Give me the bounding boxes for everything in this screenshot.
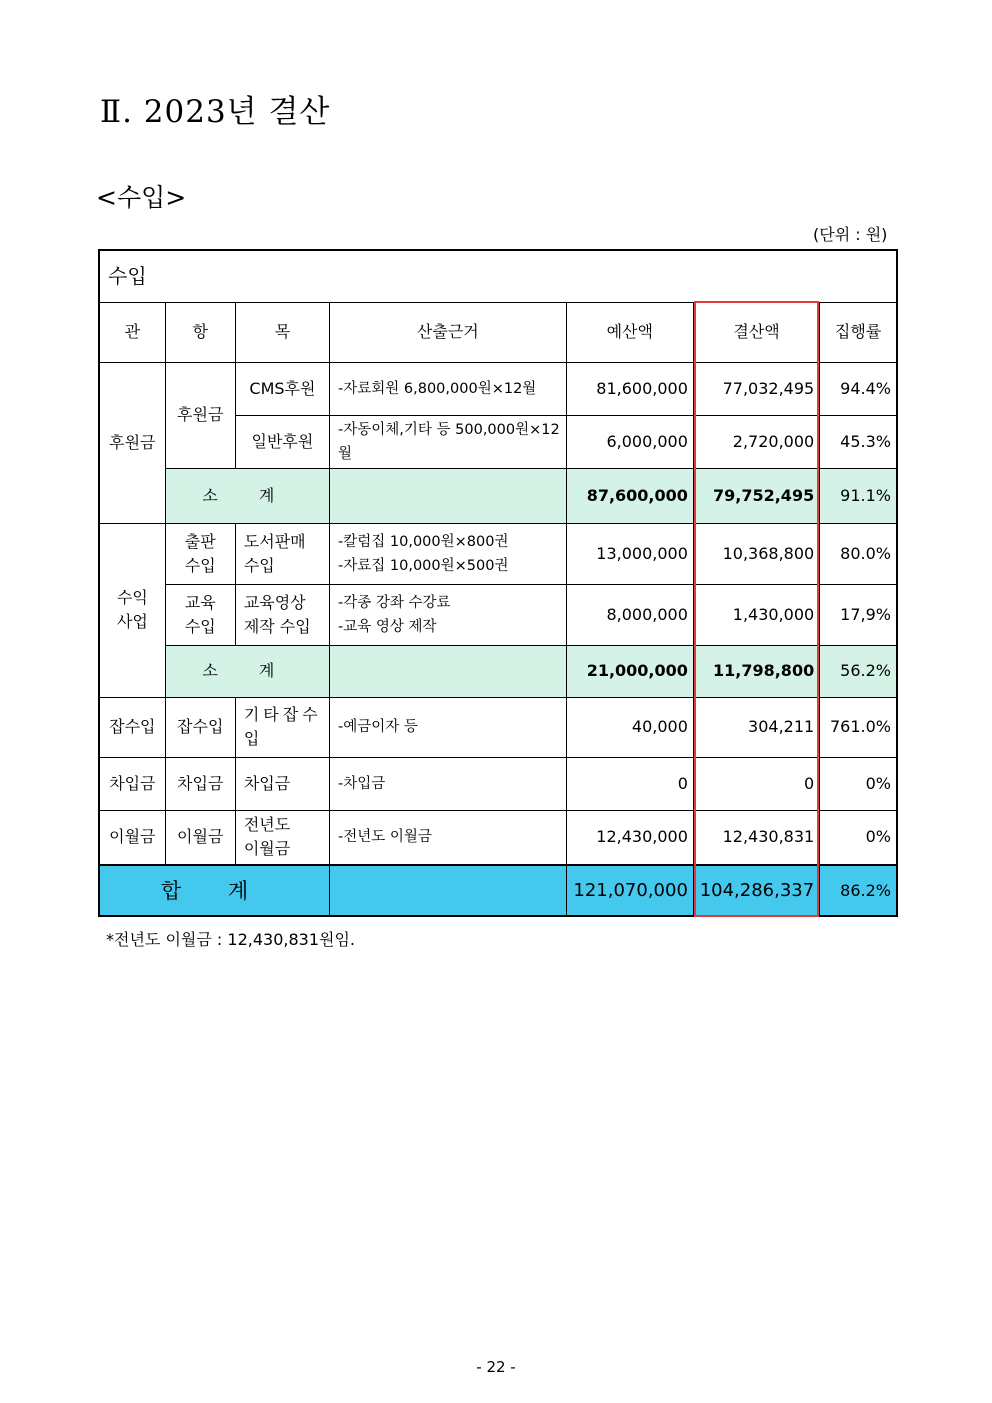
table-row [99, 697, 897, 757]
basis-cell: -전년도 이월금 [330, 810, 567, 865]
table-header-row [99, 302, 897, 362]
subtotal-settlement: 11,798,800 [693, 645, 819, 697]
subtotal-budget: 21,000,000 [566, 645, 693, 697]
settlement-cell: 1,430,000 [693, 584, 819, 645]
hang-cell: 차입금 [165, 757, 235, 810]
table-title-row [99, 250, 897, 302]
rate-cell: 17,9% [820, 584, 897, 645]
subtotal-row [99, 468, 897, 523]
settlement-cell: 0 [693, 757, 819, 810]
basis-cell: -자동이체,기타 등 500,000원×12월 [330, 415, 567, 468]
footnote: *전년도 이월금 : 12,430,831원임. [106, 930, 355, 949]
budget-cell: 40,000 [566, 697, 693, 757]
basis-cell: -자료회원 6,800,000원×12월 [330, 362, 567, 415]
rate-cell: 80.0% [820, 523, 897, 584]
mok-cell: CMS후원 [235, 362, 329, 415]
mok-cell: 도서판매 수입 [235, 523, 329, 584]
basis-cell: -예금이자 등 [330, 697, 567, 757]
hang-cell: 이월금 [165, 810, 235, 865]
basis-cell: -칼럼집 10,000원×800권 -자료집 10,000원×500권 [330, 523, 567, 584]
gwan-cell: 후원금 [99, 362, 165, 523]
gwan-cell: 수익 사업 [99, 523, 165, 697]
mok-cell: 교육영상 제작 수입 [235, 584, 329, 645]
total-row [99, 865, 897, 916]
basis-cell: -각종 강좌 수강료 -교육 영상 제작 [330, 584, 567, 645]
header-hang: 항 [165, 302, 235, 362]
total-rate: 86.2% [820, 865, 897, 916]
hang-cell: 교육 수입 [165, 584, 235, 645]
income-settlement-table [98, 249, 898, 917]
subtotal-rate: 91.1% [820, 468, 897, 523]
page-number: - 22 - [476, 1358, 516, 1376]
hang-cell: 후원금 [165, 362, 235, 468]
rate-cell: 45.3% [820, 415, 897, 468]
header-gwan: 관 [99, 302, 165, 362]
header-rate: 집행률 [820, 302, 897, 362]
budget-cell: 13,000,000 [566, 523, 693, 584]
page-title: Ⅱ. 2023년 결산 [100, 94, 331, 130]
budget-cell: 12,430,000 [566, 810, 693, 865]
gwan-cell: 차입금 [99, 757, 165, 810]
settlement-cell: 10,368,800 [693, 523, 819, 584]
subtotal-rate: 56.2% [820, 645, 897, 697]
subtotal-row [99, 645, 897, 697]
subtotal-basis-empty [330, 645, 567, 697]
subtotal-label: 소 계 [165, 468, 329, 523]
table-row [99, 810, 897, 865]
rate-cell: 0% [820, 757, 897, 810]
table-section-title: 수입 [99, 250, 897, 302]
total-label: 합 계 [99, 865, 330, 916]
table-row [99, 362, 897, 415]
table-row [99, 523, 897, 584]
subtotal-basis-empty [330, 468, 567, 523]
rate-cell: 94.4% [820, 362, 897, 415]
table-row [99, 584, 897, 645]
header-budget: 예산액 [566, 302, 693, 362]
unit-label: (단위 : 원) [813, 225, 888, 244]
header-basis: 산출근거 [330, 302, 567, 362]
budget-cell: 81,600,000 [566, 362, 693, 415]
budget-cell: 8,000,000 [566, 584, 693, 645]
settlement-cell: 304,211 [693, 697, 819, 757]
table-row [99, 757, 897, 810]
total-settlement: 104,286,337 [693, 865, 819, 916]
subtotal-settlement: 79,752,495 [693, 468, 819, 523]
total-basis-empty [330, 865, 567, 916]
header-mok: 목 [235, 302, 329, 362]
subtotal-label: 소 계 [165, 645, 329, 697]
basis-cell: -차입금 [330, 757, 567, 810]
mok-cell: 전년도 이월금 [235, 810, 329, 865]
subtotal-budget: 87,600,000 [566, 468, 693, 523]
gwan-cell: 이월금 [99, 810, 165, 865]
hang-cell: 출판 수입 [165, 523, 235, 584]
header-settlement: 결산액 [693, 302, 819, 362]
budget-cell: 0 [566, 757, 693, 810]
section-subtitle: <수입> [96, 183, 187, 212]
total-budget: 121,070,000 [566, 865, 693, 916]
mok-cell: 일반후원 [235, 415, 329, 468]
settlement-cell: 77,032,495 [693, 362, 819, 415]
rate-cell: 0% [820, 810, 897, 865]
hang-cell: 잡수입 [165, 697, 235, 757]
settlement-cell: 12,430,831 [693, 810, 819, 865]
mok-cell: 기타잡수입 [235, 697, 329, 757]
settlement-cell: 2,720,000 [693, 415, 819, 468]
budget-cell: 6,000,000 [566, 415, 693, 468]
rate-cell: 761.0% [820, 697, 897, 757]
mok-cell: 차입금 [235, 757, 329, 810]
gwan-cell: 잡수입 [99, 697, 165, 757]
